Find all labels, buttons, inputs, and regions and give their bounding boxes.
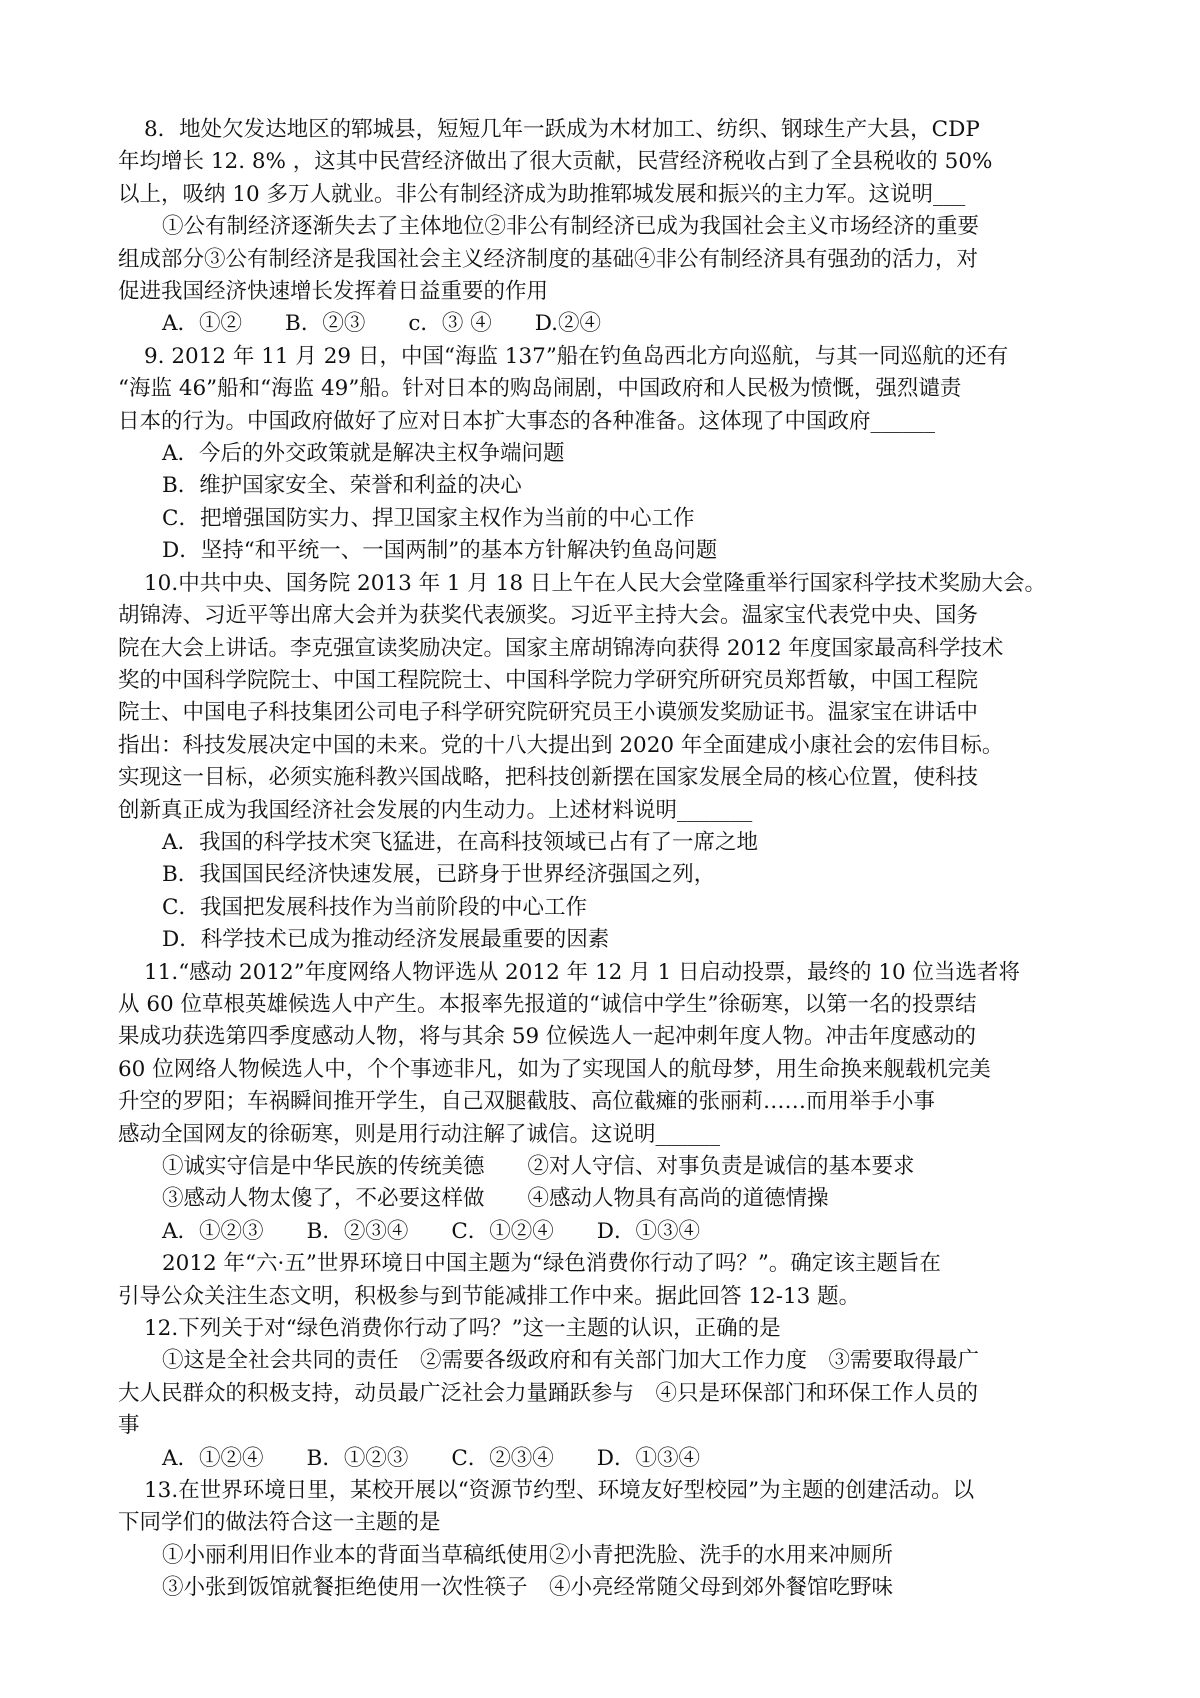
- text-line: 大人民群众的积极支持，动员最广泛社会力量踊跃参与 ④只是环保部门和环保工作人员的: [118, 1380, 979, 1406]
- text-line: 果成功获选第四季度感动人物，将与其余 59 位候选人一起冲刺年度人物。冲击年度感动的: [118, 1024, 977, 1050]
- text-line: A．①② B．②③ c．③ ④ D.②④: [162, 311, 602, 337]
- text-line: A．今后的外交政策就是解决主权争端问题: [162, 441, 565, 467]
- text-line: B．我国国民经济快速发展，已跻身于世界经济强国之列，: [162, 862, 716, 888]
- text-line: 院士、中国电子科技集团公司电子科学研究院研究员王小谟颁发奖励证书。温家宝在讲话中: [118, 700, 979, 726]
- text-line: 以上，吸纳 10 多万人就业。非公有制经济成为助推郓城发展和振兴的主力军。这说明___: [118, 181, 966, 207]
- text-line: ①这是全社会共同的责任 ②需要各级政府和有关部门加大工作力度 ③需要取得最广: [162, 1348, 980, 1374]
- text-line: 日本的行为。中国政府做好了应对日本扩大事态的各种准备。这体现了中国政府______: [118, 408, 936, 434]
- text-line: A．我国的科学技术突飞猛进，在高科技领域已占有了一席之地: [162, 829, 759, 855]
- text-line: 从 60 位草根英雄候选人中产生。本报率先报道的“诚信中学生”徐砺寒，以第一名的投票结: [118, 991, 977, 1017]
- text-line: D．科学技术已成为推动经济发展最重要的因素: [162, 927, 610, 953]
- text-line: A．①②④ B．①②③ C．②③④ D．①③④: [162, 1445, 701, 1471]
- text-line: 2012 年“六·五”世界环境日中国主题为“绿色消费你行动了吗？”。确定该主题旨在: [162, 1251, 941, 1277]
- text-line: 创新真正成为我国经济社会发展的内生动力。上述材料说明_______: [118, 797, 753, 823]
- text-line: C．我国把发展科技作为当前阶段的中心工作: [162, 894, 587, 920]
- text-line: 院在大会上讲话。李克强宣读奖励决定。国家主席胡锦涛向获得 2012 年度国家最高科学技术: [118, 635, 1004, 661]
- text-line: 升空的罗阳；车祸瞬间推开学生，自己双腿截肢、高位截瘫的张丽莉……而用举手小事: [118, 1089, 936, 1115]
- text-line: C．把增强国防实力、捍卫国家主权作为当前的中心工作: [162, 505, 695, 531]
- text-line: 年均增长 12. 8% ，这其中民营经济做出了很大贡献，民营经济税收占到了全县税收的 50%: [118, 149, 993, 175]
- text-line: ①诚实守信是中华民族的传统美德 ②对人守信、对事负责是诚信的基本要求: [162, 1154, 915, 1179]
- text-line: 12.下列关于对“绿色消费你行动了吗？”这一主题的认识，正确的是: [144, 1316, 781, 1342]
- document-page: [118, 114, 1098, 1605]
- text-line: “海监 46”船和“海监 49”船。针对日本的购岛闹剧，中国政府和人民极为愤慨，强烈谴责: [118, 376, 962, 402]
- text-line: 11.“感动 2012”年度网络人物评选从 2012 年 12 月 1 日启动投票，最终的 10 位当选者将: [144, 959, 1021, 985]
- text-line: 奖的中国科学院院士、中国工程院院士、中国科学院力学研究所研究员郑哲敏，中国工程院: [118, 667, 979, 693]
- text-line: 引导公众关注生态文明，积极参与到节能减排工作中来。据此回答 12-13 题。: [118, 1283, 861, 1309]
- text-line: 60 位网络人物候选人中，个个事迹非凡，如为了实现国人的航母梦，用生命换来舰载机完美: [118, 1056, 991, 1082]
- text-line: 组成部分③公有制经济是我国社会主义经济制度的基础④非公有制经济具有强劲的活力，对: [118, 246, 979, 272]
- text-line: 事: [118, 1413, 140, 1439]
- text-line: 胡锦涛、习近平等出席大会并为获奖代表颁奖。习近平主持大会。温家宝代表党中央、国务: [118, 603, 979, 629]
- text-line: 指出：科技发展决定中国的未来。党的十八大提出到 2020 年全面建成小康社会的宏伟目标。: [118, 732, 1004, 758]
- text-line: ①小丽利用旧作业本的背面当草稿纸使用②小青把洗脸、洗手的水用来冲厕所: [162, 1542, 894, 1568]
- text-line: 10.中共中央、国务院 2013 年 1 月 18 日上午在人民大会堂隆重举行国家科学技术奖励大会。: [144, 570, 1046, 596]
- text-line: ③小张到饭馆就餐拒绝使用一次性筷子 ④小亮经常随父母到郊外餐馆吃野味: [162, 1575, 894, 1601]
- text-line: 13.在世界环境日里，某校开展以“资源节约型、环境友好型校园”为主题的创建活动。以: [144, 1478, 975, 1504]
- text-line: ①公有制经济逐渐失去了主体地位②非公有制经济已成为我国社会主义市场经济的重要: [162, 214, 980, 240]
- text-line: 实现这一目标，必须实施科教兴国战略，把科技创新摆在国家发展全局的核心位置，使科技: [118, 765, 979, 791]
- text-line: 9. 2012 年 11 月 29 日，中国“海监 137”船在钓鱼岛西北方向巡航，与其一同巡航的还有: [144, 343, 1009, 369]
- text-line: 下同学们的做法符合这一主题的是: [118, 1510, 441, 1536]
- text-line: 感动全国网友的徐砺寒，则是用行动注解了诚信。这说明______: [118, 1121, 721, 1147]
- text-line: B．维护国家安全、荣誉和利益的决心: [162, 473, 522, 499]
- text-line: A．①②③ B．②③④ C．①②④ D．①③④: [162, 1218, 701, 1244]
- text-line: 8．地处欠发达地区的郓城县，短短几年一跃成为木材加工、纺织、钢球生产大县，CDP: [144, 117, 980, 142]
- text-line: ③感动人物太傻了，不必要这样做 ④感动人物具有高尚的道德情操: [162, 1186, 829, 1212]
- text-line: 促进我国经济快速增长发挥着日益重要的作用: [118, 279, 549, 305]
- text-line: D．坚持“和平统一、一国两制”的基本方针解决钓鱼岛问题: [162, 538, 718, 564]
